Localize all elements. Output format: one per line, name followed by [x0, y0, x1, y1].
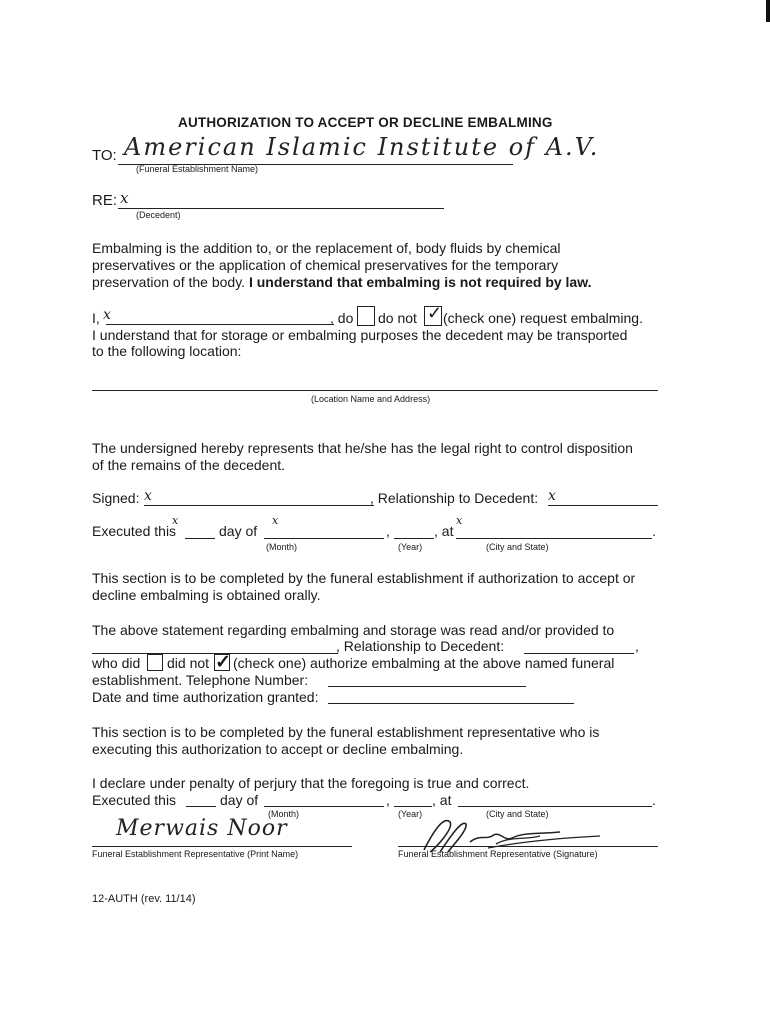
checkbox-did-not[interactable]: ✓	[215, 652, 231, 673]
rep-section-line2: executing this authorization to accept or decline embalming.	[92, 741, 464, 757]
location-line[interactable]	[92, 390, 658, 391]
signed-label: Signed:	[92, 490, 140, 506]
datetime-line[interactable]	[328, 703, 574, 704]
executed1-at-mark: x	[456, 514, 463, 527]
checkbox-do-not[interactable]: ✓	[424, 306, 442, 326]
paragraph1-line2: preservatives or the application of chemical preservatives for the temporary	[92, 257, 559, 273]
request-suffix: (check one) request embalming.	[443, 310, 643, 326]
executed1-month-line[interactable]	[264, 538, 384, 539]
statement-datetime-label: Date and time authorization granted:	[92, 689, 319, 705]
representative-print-line	[92, 846, 352, 847]
paragraph1-line3-plain: preservation of the body.	[92, 274, 249, 290]
request-line2: I understand that for storage or embalming purposes the decedent may be transported	[92, 327, 628, 343]
declare-city-line[interactable]	[458, 806, 652, 807]
oral-section-line1: This section is to be completed by the funeral establishment if authorization to accept or	[92, 570, 636, 586]
paragraph1-line1: Embalming is the addition to, or the replacement of, body fluids by chemical	[92, 240, 561, 256]
signed-relationship-line[interactable]	[548, 505, 658, 506]
representative-signature-caption: Funeral Establishment Representative (Signature)	[398, 849, 598, 859]
declare-month-line[interactable]	[264, 806, 384, 807]
to-label: TO:	[92, 147, 117, 164]
executed1-at-label: , at	[434, 523, 454, 539]
statement-comma: ,	[635, 638, 639, 654]
statement-did-not: did not	[167, 655, 210, 671]
telephone-line[interactable]	[328, 686, 526, 687]
request-do-label: , do	[330, 310, 354, 326]
document-title: AUTHORIZATION TO ACCEPT OR DECLINE EMBALMING	[178, 115, 553, 130]
executed1-day-label: day of	[219, 523, 258, 539]
re-line[interactable]	[118, 208, 444, 209]
declare-month-caption: (Month)	[268, 809, 300, 819]
scan-edge-mark	[766, 0, 770, 22]
executed1-year-caption: (Year)	[398, 542, 423, 552]
signed-relationship-mark: x	[548, 488, 556, 504]
executed1-day-mark: x	[172, 514, 179, 527]
paragraph2-line2: of the remains of the decedent.	[92, 457, 286, 473]
re-mark: x	[120, 189, 129, 207]
re-label: RE:	[92, 192, 118, 209]
representative-signature-line	[398, 846, 658, 847]
statement-authorize-text: (check one) authorize embalming at the above named funeral	[233, 655, 615, 671]
declare-comma: ,	[386, 792, 390, 808]
to-handwritten-value[interactable]: American Islamic Institute of A.V.	[124, 133, 600, 161]
oral-section-line2: decline embalming is obtained orally.	[92, 587, 321, 603]
paragraph2-line1: The undersigned hereby represents that he/she has the legal right to control disposition	[92, 440, 633, 456]
declare-executed-label: Executed this	[92, 792, 177, 808]
to-caption: (Funeral Establishment Name)	[136, 164, 259, 174]
request-name-line[interactable]	[106, 324, 334, 325]
checkbox-did[interactable]	[147, 654, 163, 671]
executed1-city-line[interactable]	[456, 538, 652, 539]
declare-day-line[interactable]	[186, 806, 216, 807]
declare-day-label: day of	[220, 792, 259, 808]
declare-city-caption: (City and State)	[486, 809, 549, 819]
request-line3: to the following location:	[92, 343, 242, 359]
form-id: 12-AUTH (rev. 11/14)	[92, 893, 196, 905]
declare-period: .	[652, 792, 656, 808]
statement-line1: The above statement regarding embalming and storage was read and/or provided to	[92, 622, 615, 638]
declare-year-line[interactable]	[394, 806, 432, 807]
declare-line1: I declare under penalty of perjury that the foregoing is true and correct.	[92, 775, 530, 791]
statement-telephone-label: establishment. Telephone Number:	[92, 672, 309, 688]
location-caption: (Location Name and Address)	[311, 394, 431, 404]
request-prefix: I,	[92, 310, 100, 326]
paragraph1-line3	[92, 274, 591, 290]
declare-year-caption: (Year)	[398, 809, 423, 819]
executed1-label: Executed this	[92, 523, 177, 539]
paragraph1-line3-bold: I understand that embalming is not required by law.	[248, 274, 592, 290]
statement-who-did: who did	[92, 655, 141, 671]
statement-relationship-label: , Relationship to Decedent:	[336, 638, 505, 654]
statement-relationship-line[interactable]	[524, 653, 634, 654]
checkbox-do[interactable]	[357, 306, 375, 326]
signed-mark: x	[144, 488, 152, 504]
declare-at-label: , at	[432, 792, 452, 808]
representative-print-caption: Funeral Establishment Representative (Print Name)	[92, 849, 299, 859]
rep-section-line1: This section is to be completed by the funeral establishment representative who is	[92, 724, 600, 740]
executed1-year-line[interactable]	[394, 538, 434, 539]
executed1-city-caption: (City and State)	[486, 542, 549, 552]
re-caption: (Decedent)	[136, 210, 181, 220]
executed1-month-caption: (Month)	[266, 542, 298, 552]
request-do-not-label: do not	[378, 310, 417, 326]
representative-print-name[interactable]: Merwais Noor	[116, 816, 288, 841]
executed1-day-line[interactable]	[185, 538, 215, 539]
executed1-comma: ,	[386, 523, 390, 539]
executed1-month-mark: x	[272, 514, 279, 527]
signed-line[interactable]	[144, 505, 374, 506]
signed-relationship-label: , Relationship to Decedent:	[370, 490, 539, 506]
executed1-period: .	[652, 523, 656, 539]
request-mark: x	[103, 307, 111, 323]
